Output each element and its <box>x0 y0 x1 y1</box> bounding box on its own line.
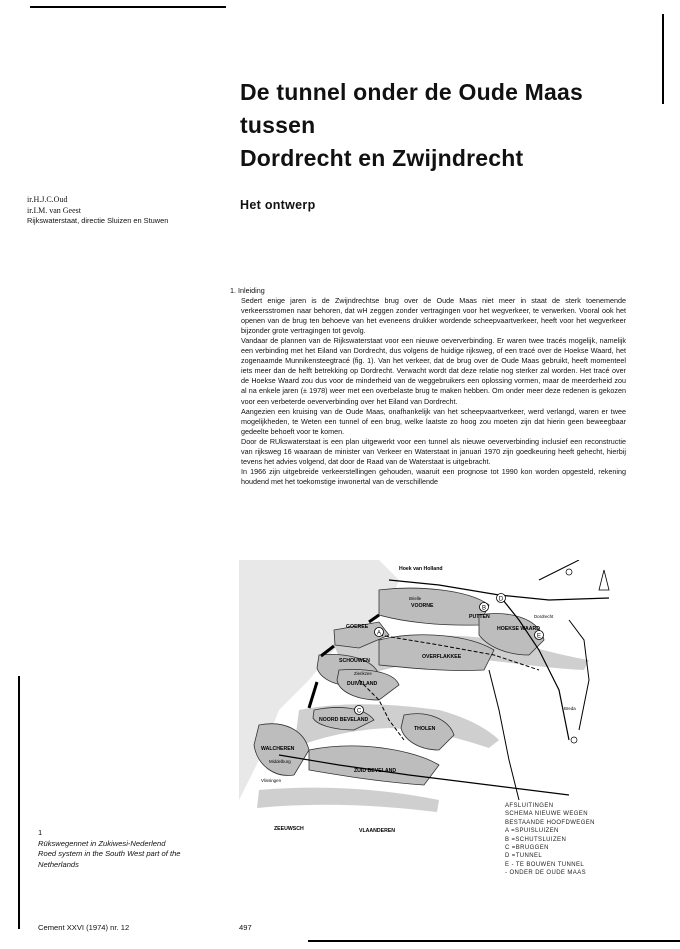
body-text <box>230 286 626 487</box>
page-number: 497 <box>239 923 252 932</box>
paragraph: Door de RUkswaterstaat is een plan uitgewerkt voor een tunnel als nieuwe oeververbinding inclusief een reconstructie van rijksweg 16 waaraan de minister van Verkeer en Waterstaat in januari 1970 zijn goedkeuring heeft gehecht, hierbij tevens het advies volgend, dat door de Raad van de Waterstaat is uitgebracht. <box>241 436 626 466</box>
svg-text:D: D <box>498 596 504 603</box>
marker-a <box>375 628 384 637</box>
author-2: ir.I.M. van Geest <box>27 205 81 215</box>
label-dordrecht: Dordrecht <box>534 614 554 619</box>
figure-caption <box>38 828 223 870</box>
label-zeeuwsch: ZEEUWSCH <box>274 826 304 832</box>
caption-english-1: Roed system in the South West part of the <box>38 849 181 858</box>
legend-item: D =TUNNEL <box>505 853 543 860</box>
label-putten: PUTTEN <box>469 614 490 620</box>
paragraph: Vandaar de plannen van de Rijkswaterstaat voor een nieuwe oeververbinding. Er waren twee tracés mogelijk, namelijk een verbinding met het Eiland van Dordrecht, dus volgens de huidige rijksweg, of een tracé over de Hoekse Waard, het zogenaamde Munnikensteegtracé (fig. 1). Van het verkeer, dat de brug over de Oude Maas gebruikt, heeft momenteel iets meer dan de helft betrekking op Dordrecht. Verwacht wordt dat deze relatie nog sterker zal worden. Het tracé over de Hoekse Waard zou dus voor de minderheid van de weggebruikers een oplossing vormen, maar de meerderheid zou al na enkele jaren (± 1978) weer met een overbelaste brug te maken hebben. Om onder meer deze redenen is gekozen voor een verbeterde oeververbinding over het Eiland van Dordrecht. <box>241 336 626 406</box>
label-tholen: THOLEN <box>414 726 436 732</box>
label-zuid-beveland: ZUID BEVELAND <box>354 768 397 774</box>
legend-item: AFSLUITINGEN <box>505 803 554 809</box>
svg-text:C: C <box>356 708 362 715</box>
legend-item: C =BRUGGEN <box>505 845 549 852</box>
caption-english-2: Netherlands <box>38 859 79 869</box>
label-overflakkee: OVERFLAKKEE <box>422 654 462 660</box>
label-middelburg: Middelburg <box>269 759 291 764</box>
label-goeree: GOEREE <box>346 624 369 630</box>
author-1: ir.H.J.C.Oud <box>27 195 68 204</box>
label-breda: Breda <box>564 706 576 711</box>
marker-c <box>355 706 364 715</box>
title-line-2: tussen <box>240 112 316 138</box>
authors-block <box>27 195 168 227</box>
paragraph: Sedert enige jaren is de Zwijndrechtse brug over de Oude Maas niet meer in staat de sterk toenemende verkeersstromen naar behoren, dat wH zeggen zonder vertragingen voor het wegverkeer, te verwerken. Vooral ook het openen van de brug ten behoeve van het eveneens drukker wordende scheepvaartverkeer, heeft voor het wegverkeer bijzonder grote vertragingen tot gevolg. <box>241 296 626 336</box>
legend-item: SCHEMA NIEUWE WEGEN <box>505 811 588 818</box>
label-zierikzee: Zierikzee <box>354 671 372 676</box>
top-left-rule <box>30 6 226 8</box>
left-margin-rule <box>18 676 20 929</box>
bottom-right-rule <box>308 940 680 942</box>
label-voorne: VOORNE <box>411 603 434 609</box>
label-schouwen: SCHOUWEN <box>339 658 370 664</box>
journal-reference: Cement XXVI (1974) nr. 12 <box>38 923 130 932</box>
legend-item: A =SPUISLUIZEN <box>505 828 559 835</box>
author-affiliation: Rijkswaterstaat, directie Sluizen en Stuwen <box>27 216 169 225</box>
svg-text:B: B <box>481 605 487 612</box>
label-hoekse-waard: HOEKSE WAARD <box>497 626 540 632</box>
legend-item: BESTAANDE HOOFDWEGEN <box>505 819 595 826</box>
title-line-3: Dordrecht en Zwijndrecht <box>240 145 524 171</box>
label-duiveland: DUIVELAND <box>347 681 378 687</box>
label-walcheren: WALCHEREN <box>261 746 295 752</box>
label-vlaanderen: VLAANDEREN <box>359 828 396 834</box>
article-title <box>240 76 660 175</box>
legend-item: - ONDER DE OUDE MAAS <box>505 870 587 877</box>
svg-text:A: A <box>376 630 382 637</box>
figure-number: 1 <box>38 828 43 837</box>
title-line-1: De tunnel onder de Oude Maas <box>240 79 583 105</box>
marker-b <box>480 603 489 612</box>
svg-text:E: E <box>536 633 542 640</box>
label-noord-beveland: NOORD BEVELAND <box>319 717 369 723</box>
label-vlissingen: Vlissingen <box>261 778 282 783</box>
section-heading: 1. Inleiding <box>230 286 265 295</box>
label-brielle: Brielle <box>409 596 422 601</box>
paragraph: Aangezien een kruising van de Oude Maas, onafhankelijk van het scheepvaartverkeer, werd verlangd, waren er twee mogelijkheden, te Weten een tunnel of een brug, welke laatste zo hoog zou moeten zijn dat hierin geen beweegbaar gedeelte behoeft voor te komen. <box>241 406 626 436</box>
legend-item: B =SCHUTSLUIZEN <box>505 836 567 843</box>
right-margin-rule <box>662 14 664 104</box>
label-hoek-van-holland: Hoek van Holland <box>399 566 443 572</box>
legend-item: E - TE BOUWEN TUNNEL <box>505 861 585 868</box>
article-subtitle: Het ontwerp <box>240 198 316 212</box>
map-legend <box>505 802 595 878</box>
paragraph: In 1966 zijn uitgebreide verkeerstellingen gehouden, waaruit een prognose tot 1990 kon worden opgesteld, rekening houdend met het toekomstige inwonertal van de verschillende <box>241 466 626 486</box>
marker-d <box>497 594 506 603</box>
caption-dutch: Rükswegennet in Zukiwesi-Nederlend <box>38 838 166 848</box>
